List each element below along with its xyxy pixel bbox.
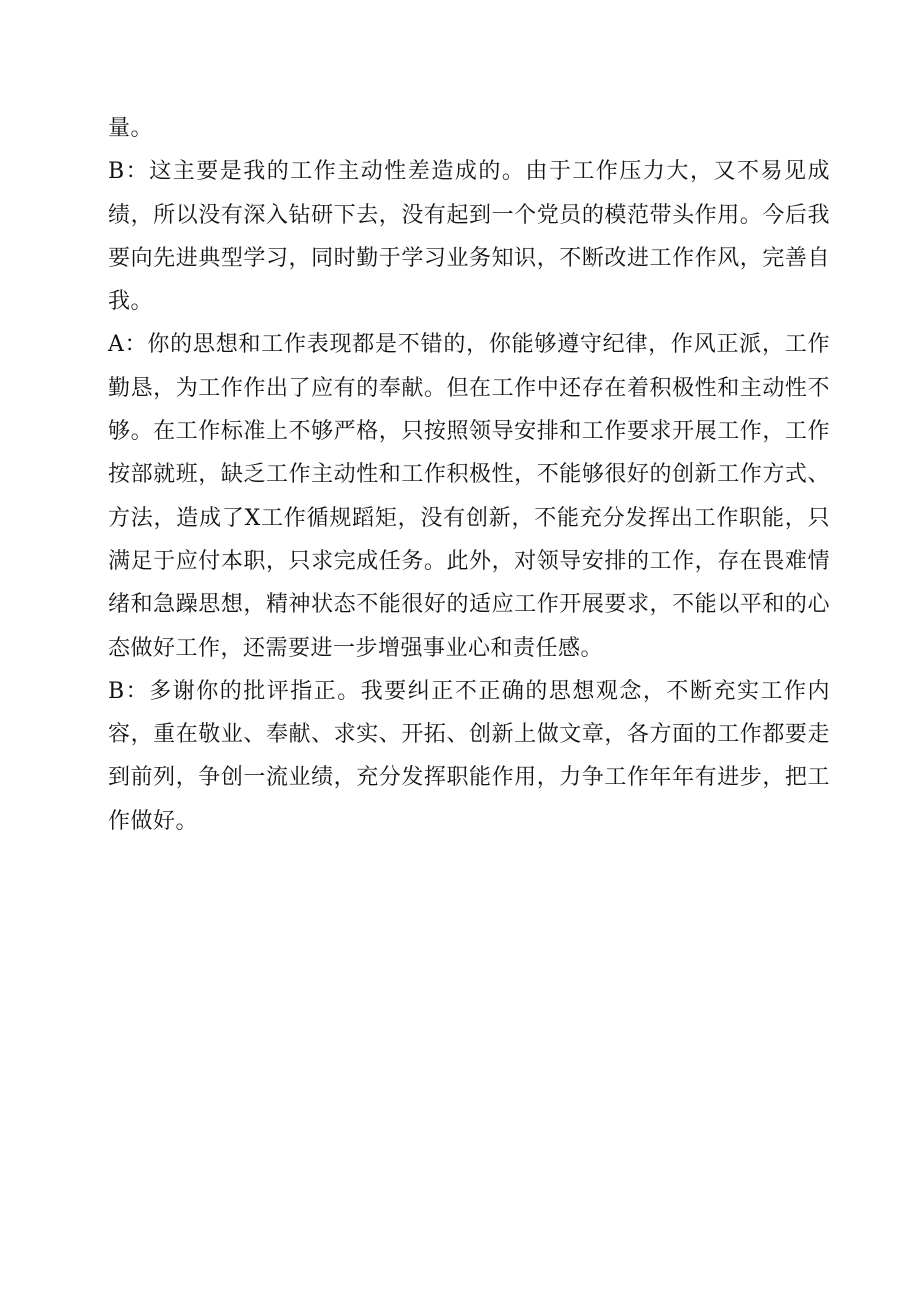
paragraph-b-response-1: B：这主要是我的工作主动性差造成的。由于工作压力大，又不易见成绩，所以没有深入钻研下去，没有起到一个党员的模范带头作用。今后我要向先进典型学习，同时勤于学习业务知识，不断改进工作作风，完善自我。	[108, 159, 830, 315]
paragraph-b-response-2: B：多谢你的批评指正。我要纠正不正确的思想观念，不断充实工作内容，重在敬业、奉献、求实、开拓、创新上做文章，各方面的工作都要走到前列，争创一流业绩，充分发挥职能作用，力争工作年年有进步，把工作做好。	[108, 678, 830, 834]
document-body	[108, 107, 830, 843]
paragraph-a-comment: A：你的思想和工作表现都是不错的，你能够遵守纪律，作风正派，工作勤恳，为工作作出了应有的奉献。但在工作中还存在着积极性和主动性不够。在工作标准上不够严格，只按照领导安排和工作要求开展工作，工作按部就班，缺乏工作主动性和工作积极性，不能够很好的创新工作方式、方法，造成了X工作循规蹈矩，没有创新，不能充分发挥出工作职能，只满足于应付本职，只求完成任务。此外，对领导安排的工作，存在畏难情绪和急躁思想，精神状态不能很好的适应工作开展要求，不能以平和的心态做好工作，还需要进一步增强事业心和责任感。	[108, 332, 830, 661]
paragraph-continuation: 量。	[108, 116, 154, 141]
